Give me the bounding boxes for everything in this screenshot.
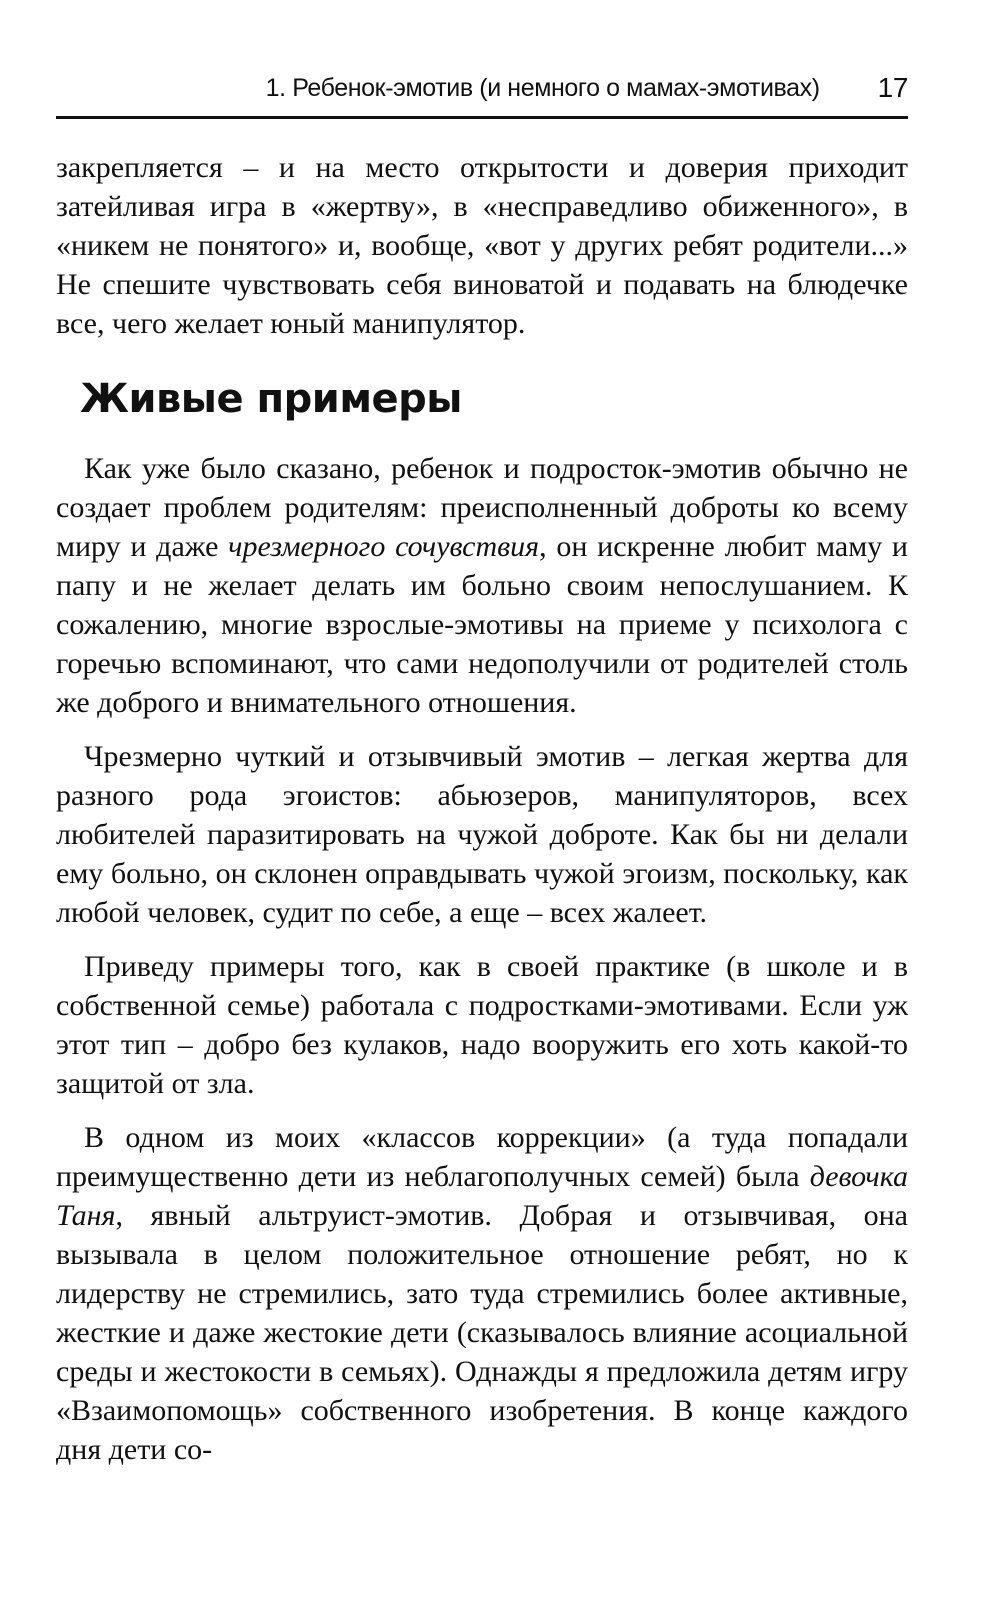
section-heading: Живые примеры	[80, 376, 462, 422]
page-body	[56, 148, 908, 1469]
page-number: 17	[877, 72, 908, 103]
paragraph-1-emphasis: чрезмерного сочувствия	[228, 530, 540, 563]
paragraph-1-text-a: Как уже было сказано, ребенок и подросток-эмотив обычно не создает проблем родителям: преисполненный доброты ко всему миру и даже	[56, 452, 908, 563]
paragraph-2: Чрезмерно чуткий и отзывчивый эмотив – легкая жертва для разного рода эгоистов: абьюзеров, манипуляторов, всех любителей паразитировать на чужой доброте. Как бы ни делали ему больно, он склонен оправдывать чужой эгоизм, поскольку, как любой человек, судит по себе, а еще – всех жалеет.	[56, 740, 908, 929]
chapter-title: 1. Ребенок-эмотив (и немного о мамах-эмотивах)	[265, 73, 820, 102]
paragraph-continued: закрепляется – и на место открытости и доверия приходит затейливая игра в «жертву», в «несправедливо обиженного», в «никем не понятого» и, вообще, «вот у других ребят родители...» Не спешите чувствовать себя виноватой и подавать на блюдечке все, чего желает юный манипулятор.	[56, 151, 908, 340]
paragraph-4-text-b: , явный альтруист-эмотив. Добрая и отзывчивая, она вызывала в целом положительное отношение ребят, но к лидерству не стремились, зато туда стремились более активные, жесткие и даже жестокие дети (сказывалось влияние асоциальной среды и жестокости в семьях). Однажды я предложила детям игру «Взаимопомощь» собственного изобретения. В конце каждого дня дети со-	[56, 1199, 908, 1466]
header-rule	[56, 116, 908, 119]
paragraph-4-emphasis: девочка Таня	[56, 1160, 908, 1232]
paragraph-1	[56, 449, 908, 722]
paragraph-4	[56, 1118, 908, 1469]
paragraph-3: Приведу примеры того, как в своей практике (в школе и в собственной семье) работала с подростками-эмотивами. Если уж этот тип – добро без кулаков, надо вооружить его хоть какой-то защитой от зла.	[56, 950, 908, 1100]
paragraph-4-text-a: В одном из моих «классов коррекции» (а туда попадали преимущественно дети из неблагополучных семей) была	[56, 1121, 908, 1193]
running-header	[56, 66, 908, 110]
paragraph-1-text-b: , он искренне любит маму и папу и не желает делать им больно своим непослушанием. К сожалению, многие взрослые-эмотивы на приеме у психолога с горечью вспоминают, что сами недополучили от родителей столь же доброго и внимательного отношения.	[56, 530, 908, 719]
